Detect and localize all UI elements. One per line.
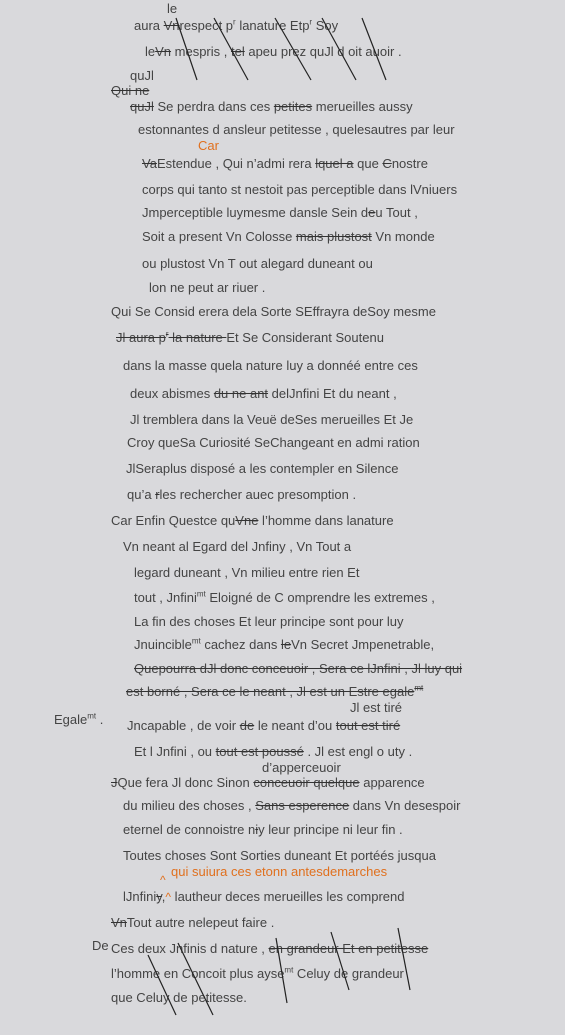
deleted-text: lquel a (315, 156, 354, 171)
margin-note: De (92, 938, 109, 953)
deleted-text: quJl (130, 99, 154, 114)
text-line-9: ou plustost Vn T out alegard duneant ou (142, 256, 373, 271)
text-line-5: VaEstendue , Qui n’admi rera lquel a que Cnostre (142, 156, 428, 171)
deleted-text: en grandeur Et en petitesse (268, 941, 429, 956)
deleted-text: tout est poussé (215, 744, 304, 759)
deleted-text: petites (273, 99, 313, 114)
deleted-text: Jl aura p (116, 330, 166, 345)
text-line-14: deux abismes du ne ant delJnfini Et du neant , (130, 386, 397, 401)
text-line-27: JQue fera Jl donc Sinon conceuoir quelque apparence (111, 775, 425, 790)
deleted-text: y (156, 889, 162, 904)
text-line-31: lJnfiniy,^ lautheur deces merueilles les comprend (123, 889, 405, 904)
text-line-20: Vn neant al Egard del Jnfiny , Vn Tout a (123, 539, 352, 554)
text-line-18: qu’a rles rechercher auec presomption . (127, 487, 357, 502)
text-line-12: Jl aura $p^r$ la nature Et Se Considerant Soutenu (116, 329, 384, 345)
deleted-text: mais plustost (295, 229, 372, 244)
deleted-text: Qui ne (111, 83, 150, 98)
text-line-10: lon ne peut ar riuer . (149, 280, 266, 295)
text-line-1: aura Vnrespect $p^r$ lanature Etp$^r$ Soy (134, 17, 339, 33)
text-line-3: quJl Se perdra dans ces petites merueilles aussy (130, 99, 413, 114)
text-line-17: JlSeraplus disposé a les contempler en Silence (126, 461, 399, 476)
interlinear-insertion: le (167, 1, 178, 16)
text-line-28: du milieu des choses , Sans esperence dans Vn desespoir (123, 798, 461, 813)
deleted-text: Va (142, 156, 157, 171)
interlinear-insertion: quJl (130, 68, 154, 83)
text-line-32: VnTout autre nelepeut faire . (111, 915, 275, 930)
text-line-deleted (134, 661, 462, 677)
deleted-text: la nature (168, 330, 227, 345)
text-line-29: eternel de connoistre niy leur principe ni leur fin . (123, 822, 403, 837)
text-line-35: que Celuy de petitesse. (111, 990, 247, 1005)
deleted-text: tout est tiré (335, 718, 401, 733)
text-line-22: tout , Jnfini$^{mt}$ Eloigné de C omprendre les extremes , (134, 589, 435, 605)
deleted-text: conceuoir quelque (253, 775, 360, 790)
text-line-6: corps qui tanto st nestoit pas perceptible dans lVniuers (142, 182, 458, 197)
text-line-33: Ces deux Jnfinis d nature , en grandeur Et en petitesse (111, 941, 429, 956)
interlinear-insertion: Jl est tiré (350, 700, 403, 715)
editor-insertion: Car (198, 138, 219, 153)
deleted-text: J (111, 775, 118, 790)
text-line-30: Toutes choses Sont Sorties duneant Et portéés jusqua (123, 848, 436, 863)
text-line-7: Jmperceptible luymesme dansle Sein deu Tout , (142, 205, 418, 220)
insertion-caret: ^ (160, 873, 166, 887)
deleted-text: Vn (155, 44, 172, 59)
text-line-25: Jncapable , de voir de le neant d’ou tout est tiré (127, 718, 401, 733)
text-line-24: Jnuincible$^{mt}$ cachez dans leVn Secret Jmpenetrable, (134, 636, 435, 652)
text-line-4: estonnantes d ansleur petitesse , quelesautres par leur (138, 122, 455, 137)
insertion-caret: ^ (165, 890, 172, 904)
deleted-text: tel (231, 44, 245, 59)
text-line-19: Car Enfin Questce quVne l’homme dans lanature (111, 513, 394, 528)
deleted-text: Vn (163, 18, 180, 33)
deleted-text: e (368, 205, 376, 220)
deleted-text: Quepourra dJl donc conceuoir , Sera ce lJnfini , Jl luy qui (134, 661, 463, 676)
interlinear-insertion: d’apperceuoir (262, 760, 341, 775)
deleted-text: C (382, 156, 392, 171)
editor-insertion: qui suiura ces etonn antesdemarches (171, 864, 388, 879)
text-line-16: Croy queSa Curiosité SeChangeant en admi ration (127, 435, 420, 450)
text-line-23: La fin des choses Et leur principe sont pour luy (134, 614, 404, 629)
deleted-text: de (239, 718, 255, 733)
deleted-text: Vne (235, 513, 259, 528)
text-line-13: dans la masse quela nature luy a donnéé entre ces (123, 358, 418, 373)
deleted-text: du ne ant (213, 386, 269, 401)
margin-note: Egale$^{mt}$ . (54, 711, 104, 727)
text-line-2: leVn mespris , tel apeu prez quJl d oit auoir . (145, 44, 402, 59)
deleted-text: Vn (111, 915, 127, 930)
deleted-text: Sans esperence (255, 798, 350, 813)
text-line-deleted (111, 83, 149, 99)
deleted-text: est borné , Sera ce le neant , Jl est un Estre egale (126, 684, 415, 699)
text-line-26: Et l Jnfini , ou tout est poussé . Jl est engl o uty . (134, 744, 413, 759)
text-line-15: Jl tremblera dans la Veuë deSes merueilles Et Je (130, 412, 414, 427)
diagonal-cancel-stroke (148, 955, 176, 1015)
deleted-text: le (280, 637, 292, 652)
text-line-8: Soit a present Vn Colosse mais plustost Vn monde (142, 229, 435, 244)
text-line-21: legard duneant , Vn milieu entre rien Et (134, 565, 360, 580)
deleted-text: r (155, 487, 160, 502)
deleted-text: i (255, 822, 259, 837)
text-line-34: l’homme en Concoit plus ayse$^{mt}$ Celuy de grandeur (111, 965, 404, 981)
text-line-deleted: est borné , Sera ce le neant , Jl est un Estre egale$^{mt}$ (126, 683, 424, 699)
text-line-11: Qui Se Consid erera dela Sorte SEffrayra deSoy mesme (111, 304, 436, 319)
